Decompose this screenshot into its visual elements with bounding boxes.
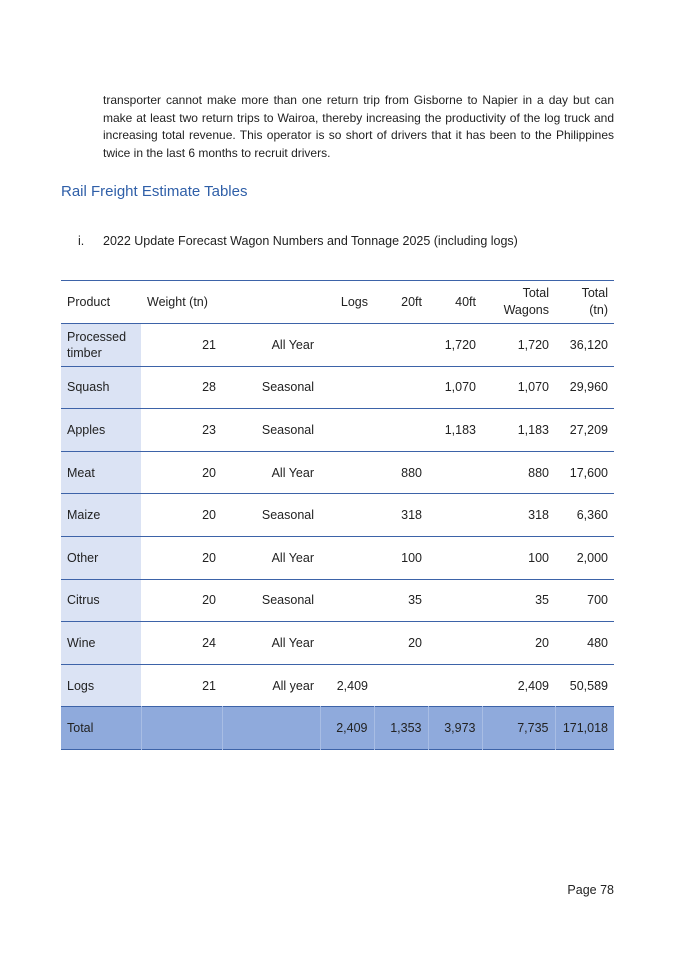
table-row [61, 536, 614, 579]
header-season [222, 281, 320, 324]
table-row [61, 664, 614, 707]
table-total-row [61, 707, 614, 750]
table-subheading [78, 234, 518, 248]
subheading-text: 2022 Update Forecast Wagon Numbers and Tonnage 2025 (including logs) [103, 234, 518, 248]
cell-logs [320, 622, 374, 665]
section-title: Rail Freight Estimate Tables [61, 183, 248, 200]
header-total-wagons-line1: Total [522, 286, 549, 300]
cell-product: Citrus [61, 579, 141, 622]
header-total-tn [555, 281, 614, 324]
table-row [61, 622, 614, 665]
table-row [61, 324, 614, 367]
cell-40ft [428, 536, 482, 579]
cell-product: Other [61, 536, 141, 579]
header-40ft: 40ft [455, 295, 476, 309]
header-weight: Weight (tn) [147, 295, 208, 309]
cell-20ft: 100 [401, 550, 422, 565]
cell-total-wagons: 35 [535, 593, 549, 608]
cell-40ft: 1,183 [444, 422, 476, 437]
cell-logs [320, 451, 374, 494]
cell-season: All year [272, 678, 314, 693]
cell-total-wagons: 1,720 [517, 337, 549, 352]
total-weight-empty [141, 707, 222, 750]
cell-total-tn: 50,589 [569, 678, 608, 693]
cell-weight: 24 [202, 635, 216, 650]
cell-weight: 20 [202, 465, 216, 480]
cell-product: Maize [61, 494, 141, 537]
cell-total-wagons: 1,183 [517, 422, 549, 437]
table-header-row [61, 281, 614, 324]
total-wagons: 7,735 [482, 707, 555, 750]
cell-total-wagons: 20 [535, 635, 549, 650]
total-logs: 2,409 [320, 707, 374, 750]
cell-total-wagons: 880 [528, 465, 549, 480]
cell-weight: 20 [202, 593, 216, 608]
cell-season: All Year [271, 550, 314, 565]
cell-product: Wine [61, 622, 141, 665]
table-row [61, 451, 614, 494]
cell-total-wagons: 100 [528, 550, 549, 565]
cell-total-tn: 480 [587, 635, 608, 650]
cell-logs [320, 579, 374, 622]
cell-total-tn: 17,600 [569, 465, 608, 480]
total-20ft: 1,353 [374, 707, 428, 750]
total-label: Total [67, 721, 94, 736]
cell-40ft [428, 622, 482, 665]
cell-product: Apples [61, 409, 141, 452]
cell-season: Seasonal [261, 593, 314, 608]
cell-logs [320, 409, 374, 452]
cell-season: Seasonal [261, 422, 314, 437]
wagon-forecast-table [61, 280, 614, 750]
cell-20ft: 35 [408, 593, 422, 608]
cell-total-wagons: 2,409 [517, 678, 549, 693]
table-row [61, 366, 614, 409]
cell-total-tn: 700 [587, 593, 608, 608]
cell-logs [320, 536, 374, 579]
cell-total-tn: 27,209 [569, 422, 608, 437]
cell-weight: 21 [202, 678, 216, 693]
cell-logs [320, 494, 374, 537]
table-row [61, 409, 614, 452]
cell-weight: 28 [202, 380, 216, 395]
cell-20ft [374, 324, 428, 367]
cell-season: All Year [271, 465, 314, 480]
header-total-wagons-line2: Wagons [503, 303, 549, 317]
cell-20ft: 318 [401, 508, 422, 523]
cell-20ft [374, 366, 428, 409]
cell-20ft: 20 [408, 635, 422, 650]
cell-total-tn: 2,000 [576, 550, 608, 565]
header-product: Product [67, 295, 111, 309]
cell-total-tn: 6,360 [576, 508, 608, 523]
total-season-empty [222, 707, 320, 750]
cell-product: Meat [61, 451, 141, 494]
cell-logs [320, 324, 374, 367]
subheading-number: i. [78, 234, 85, 248]
cell-40ft: 1,720 [444, 337, 476, 352]
cell-season: Seasonal [261, 508, 314, 523]
cell-total-wagons: 318 [528, 508, 549, 523]
body-paragraph: transporter cannot make more than one return trip from Gisborne to Napier in a day but can make at least two return trips to Wairoa, thereby increasing the productivity of the log truck and increasing total revenue. This operator is so short of drivers that it has been to the Philippines twice in the last 6 months to recruit drivers. [103, 93, 614, 160]
header-total-tn-line1: Total [581, 286, 608, 300]
header-20ft: 20ft [401, 295, 422, 309]
header-total-tn-line2: (tn) [589, 303, 608, 317]
total-40ft: 3,973 [428, 707, 482, 750]
cell-40ft [428, 494, 482, 537]
cell-40ft [428, 579, 482, 622]
cell-logs: 2,409 [336, 678, 368, 693]
cell-product: Logs [61, 664, 141, 707]
cell-20ft [374, 664, 428, 707]
cell-season: All Year [271, 337, 314, 352]
cell-season: Seasonal [261, 380, 314, 395]
header-total-wagons [482, 281, 555, 324]
table-row [61, 579, 614, 622]
cell-total-tn: 36,120 [569, 337, 608, 352]
header-logs: Logs [340, 295, 368, 309]
page-number: Page 78 [567, 883, 614, 897]
cell-product: Processed timber [61, 324, 141, 367]
cell-weight: 20 [202, 508, 216, 523]
cell-season: All Year [271, 635, 314, 650]
cell-weight: 23 [202, 422, 216, 437]
cell-product: Squash [61, 366, 141, 409]
cell-total-wagons: 1,070 [517, 380, 549, 395]
cell-40ft: 1,070 [444, 380, 476, 395]
cell-20ft: 880 [401, 465, 422, 480]
cell-weight: 21 [202, 337, 216, 352]
cell-total-tn: 29,960 [569, 380, 608, 395]
table-row [61, 494, 614, 537]
cell-logs [320, 366, 374, 409]
cell-weight: 20 [202, 550, 216, 565]
total-tn: 171,018 [555, 707, 614, 750]
cell-40ft [428, 451, 482, 494]
cell-40ft [428, 664, 482, 707]
cell-20ft [374, 409, 428, 452]
